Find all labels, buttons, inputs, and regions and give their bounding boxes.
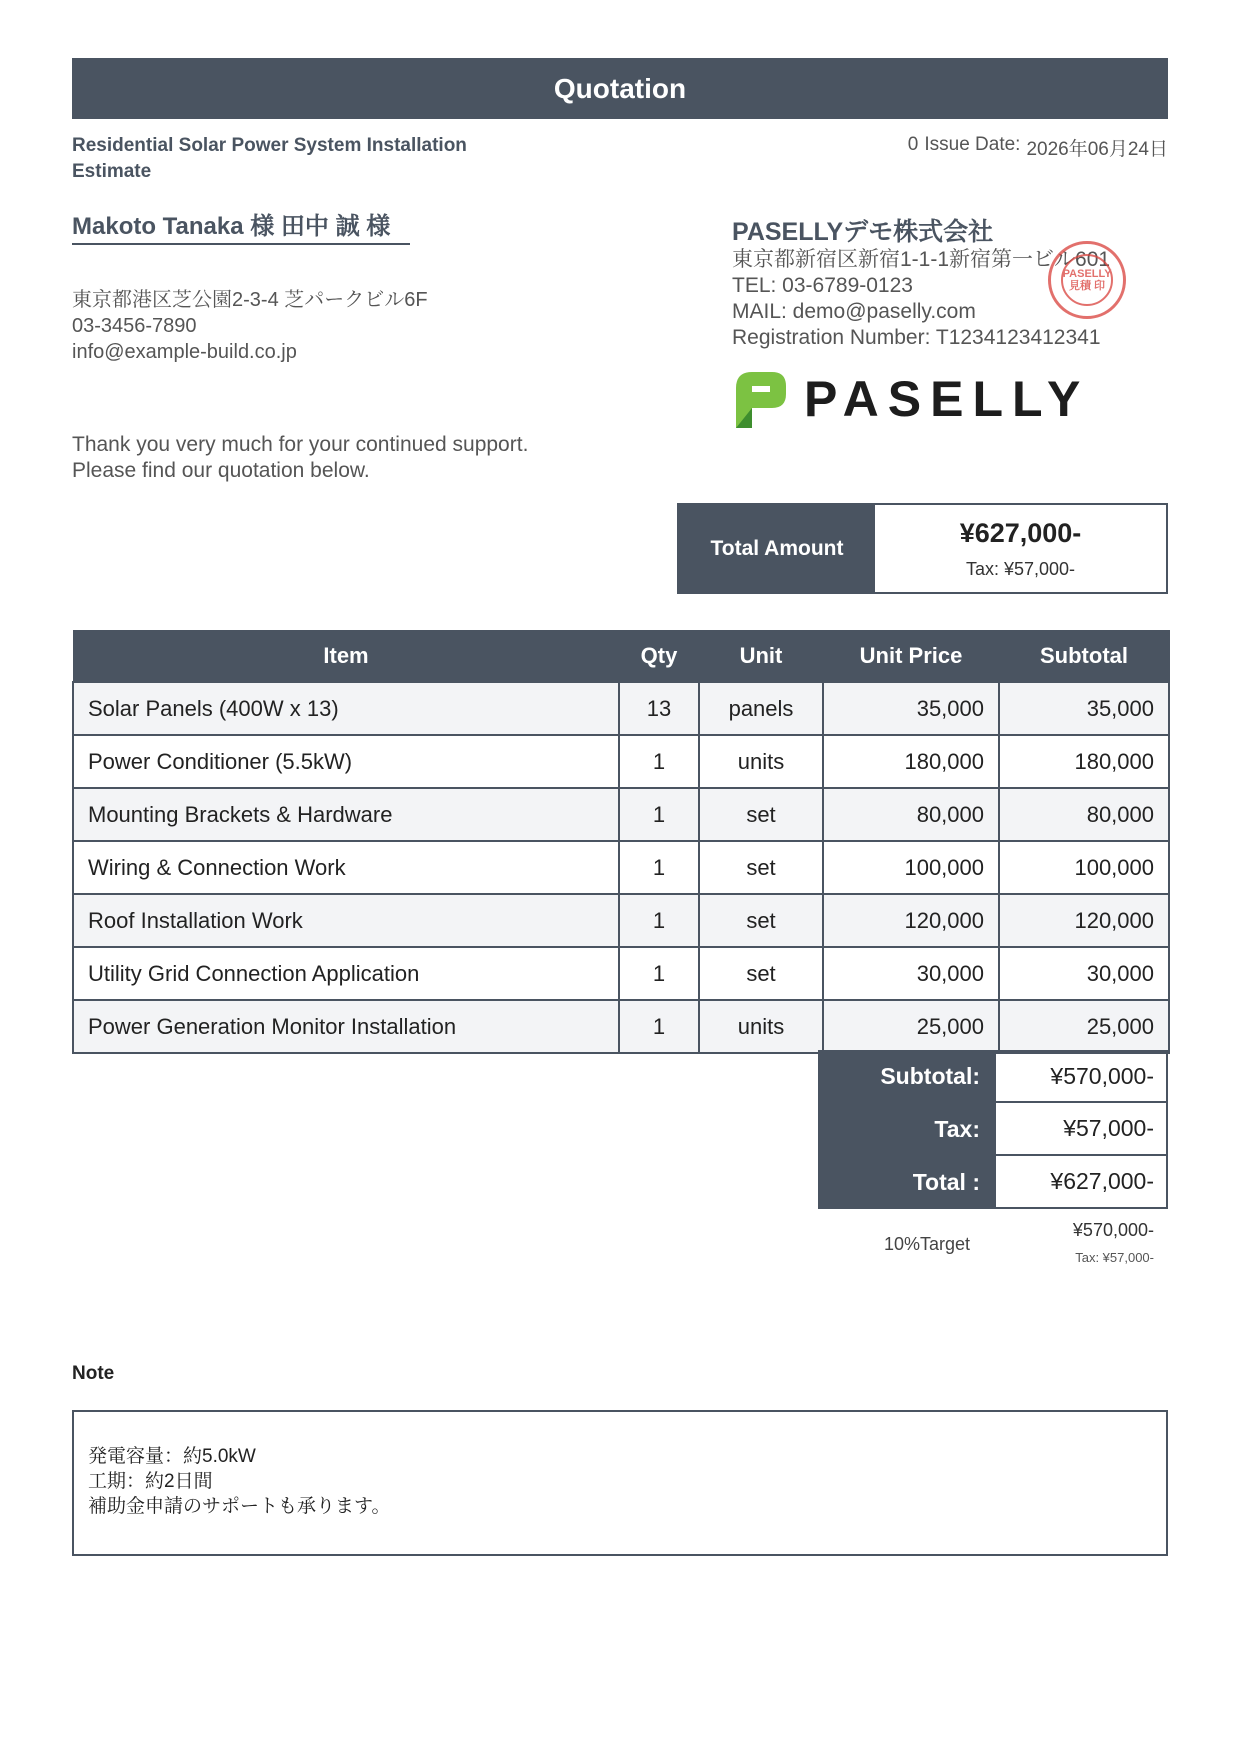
logo-wordmark: PASELLY: [804, 371, 1090, 427]
note-line: 発電容量：約5.0kW: [88, 1446, 256, 1467]
row-qty: 1: [619, 1000, 699, 1053]
quotation-subject: Residential Solar Power System Installation Estimate: [72, 135, 467, 182]
row-item: Utility Grid Connection Application: [73, 947, 619, 1000]
row-unit-price: 35,000: [823, 682, 999, 735]
total-amount-tax: Tax: ¥57,000-: [965, 558, 1076, 579]
row-qty: 13: [619, 682, 699, 735]
document-title: Quotation: [72, 58, 1168, 119]
row-unit: units: [699, 735, 823, 788]
row-qty: 1: [619, 735, 699, 788]
row-unit: panels: [699, 682, 823, 735]
table-row: [73, 788, 1169, 841]
greeting-line-1: Thank you very much for your continued support.: [72, 433, 529, 456]
company-registration: Registration Number: T1234123412341: [732, 326, 1101, 349]
row-subtotal: 80,000: [999, 788, 1169, 841]
summary-subtotal-label: Subtotal:: [818, 1050, 994, 1103]
row-subtotal: 100,000: [999, 841, 1169, 894]
table-header-row: [73, 631, 1169, 683]
issue-info: [908, 134, 1168, 161]
row-subtotal: 120,000: [999, 894, 1169, 947]
customer-info: [72, 287, 428, 365]
row-unit: set: [699, 788, 823, 841]
row-item: Power Conditioner (5.5kW): [73, 735, 619, 788]
row-qty: 1: [619, 947, 699, 1000]
row-unit-price: 25,000: [823, 1000, 999, 1053]
header-item: Item: [73, 631, 619, 683]
note-line: 工期：約2日間: [88, 1471, 213, 1492]
table-row: [73, 735, 1169, 788]
note-box: [72, 1410, 1168, 1556]
tax-target-label: 10%Target: [884, 1234, 971, 1254]
leaf-logo-icon: [732, 370, 786, 428]
row-qty: 1: [619, 841, 699, 894]
tax-target-amount: ¥570,000-: [1072, 1220, 1154, 1240]
table-row: [73, 682, 1169, 735]
note-line: 補助金申請のサポートも承ります。: [88, 1496, 391, 1517]
row-item: Wiring & Connection Work: [73, 841, 619, 894]
row-unit: units: [699, 1000, 823, 1053]
total-amount-values: [875, 505, 1166, 592]
company-mail: MAIL: demo@paselly.com: [732, 300, 976, 323]
row-unit: set: [699, 947, 823, 1000]
row-unit: set: [699, 841, 823, 894]
greeting-message: [72, 432, 528, 484]
customer-address: 東京都港区芝公園2-3-4 芝パークビル6F: [72, 289, 428, 311]
greeting-line-2: Please find our quotation below.: [72, 459, 370, 482]
summary-total-label: Total :: [818, 1156, 994, 1209]
seal-text: PASELLY 見積 印: [1061, 254, 1113, 306]
total-amount-label: Total Amount: [679, 505, 875, 592]
issue-date-label: Issue Date:: [924, 134, 1021, 155]
row-item: Roof Installation Work: [73, 894, 619, 947]
customer-email: info@example-build.co.jp: [72, 341, 297, 363]
table-row: [73, 894, 1169, 947]
summary-total-value: ¥627,000-: [994, 1156, 1168, 1209]
tax-target-tax: Tax: ¥57,000-: [1075, 1250, 1154, 1265]
total-amount-box: [677, 503, 1168, 594]
issue-date: 2026年06月24日: [1026, 139, 1168, 160]
summary-tax-row: [818, 1103, 1168, 1156]
customer-tel: 03-3456-7890: [72, 315, 197, 337]
row-unit-price: 80,000: [823, 788, 999, 841]
row-unit: set: [699, 894, 823, 947]
header-subtotal: Subtotal: [999, 631, 1169, 683]
summary-block: [818, 1050, 1168, 1209]
header-unit-price: Unit Price: [823, 631, 999, 683]
row-subtotal: 25,000: [999, 1000, 1169, 1053]
quotation-number: 0: [907, 134, 919, 155]
company-seal-stamp: [1048, 241, 1126, 319]
row-item: Solar Panels (400W x 13): [73, 682, 619, 735]
row-unit-price: 100,000: [823, 841, 999, 894]
table-row: [73, 1000, 1169, 1053]
row-unit-price: 120,000: [823, 894, 999, 947]
row-subtotal: 30,000: [999, 947, 1169, 1000]
row-unit-price: 180,000: [823, 735, 999, 788]
company-tel: TEL: 03-6789-0123: [732, 274, 913, 297]
row-qty: 1: [619, 788, 699, 841]
items-table: [72, 630, 1170, 1054]
company-name: PASELLYデモ株式会社: [732, 218, 994, 246]
company-address: 東京都新宿区新宿1-1-1新宿第一ビル601: [732, 248, 1111, 271]
row-item: Power Generation Monitor Installation: [73, 1000, 619, 1053]
row-item: Mounting Brackets & Hardware: [73, 788, 619, 841]
header-qty: Qty: [619, 631, 699, 683]
customer-name: Makoto Tanaka 様 田中 誠 様: [72, 212, 410, 245]
header-unit: Unit: [699, 631, 823, 683]
total-amount-value: ¥627,000-: [959, 517, 1082, 548]
summary-subtotal-row: [818, 1050, 1168, 1103]
summary-tax-label: Tax:: [818, 1103, 994, 1156]
table-row: [73, 947, 1169, 1000]
company-logo: [732, 370, 1089, 428]
row-subtotal: 180,000: [999, 735, 1169, 788]
row-subtotal: 35,000: [999, 682, 1169, 735]
note-heading: Note: [72, 1363, 115, 1384]
summary-total-row: [818, 1156, 1168, 1209]
table-row: [73, 841, 1169, 894]
summary-tax-value: ¥57,000-: [994, 1103, 1168, 1156]
row-qty: 1: [619, 894, 699, 947]
summary-subtotal-value: ¥570,000-: [994, 1050, 1168, 1103]
row-unit-price: 30,000: [823, 947, 999, 1000]
